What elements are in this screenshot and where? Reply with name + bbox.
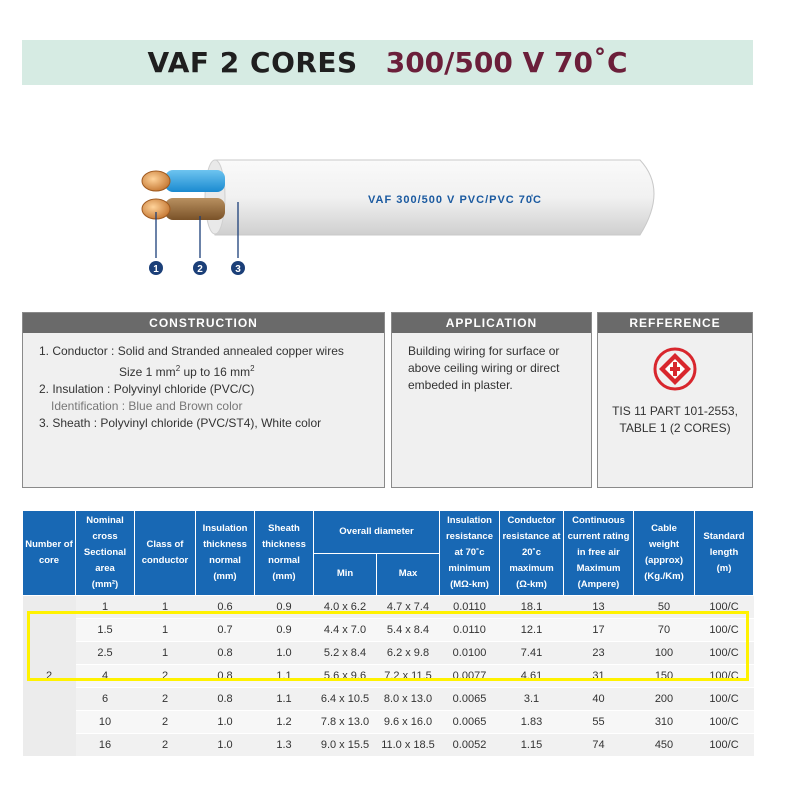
table-row: [23, 619, 754, 642]
table-row: [23, 711, 754, 734]
table-cell: 11.0 x 18.5: [377, 734, 440, 757]
table-cell: 450: [634, 734, 695, 757]
application-panel: [391, 312, 592, 488]
table-cell: 1: [135, 596, 196, 619]
construction-panel: [22, 312, 385, 488]
construction-header: CONSTRUCTION: [23, 313, 384, 333]
application-text: Building wiring for surface or above ceiling wiring or direct embeded in plaster.: [408, 344, 560, 392]
table-cell: 0.0100: [440, 642, 500, 665]
th-sheath-thickness: Sheath thickness normal (mm): [255, 511, 314, 596]
table-cell: 18.1: [500, 596, 564, 619]
table-row: [23, 688, 754, 711]
table-cell: 6.4 x 10.5: [314, 688, 377, 711]
table-cell: 40: [564, 688, 634, 711]
table-cell: 9.0 x 15.5: [314, 734, 377, 757]
table-cell: 0.0110: [440, 596, 500, 619]
table-cell: 17: [564, 619, 634, 642]
table-cell: 100: [634, 642, 695, 665]
table-cell: 100/C: [695, 665, 754, 688]
table-cell: 70: [634, 619, 695, 642]
table-cell: 10: [76, 711, 135, 734]
table-cell: 12.1: [500, 619, 564, 642]
tis-standard-mark-icon: [653, 347, 697, 391]
th-insulation-thickness: Insulation thickness normal (mm): [196, 511, 255, 596]
th-conductor-resistance: Conductor resistance at 20˚c maximum (Ω-km): [500, 511, 564, 596]
brown-insulation: [165, 198, 225, 220]
table-cell: 4: [76, 665, 135, 688]
table-cell: 4.0 x 6.2: [314, 596, 377, 619]
table-cell: 1.1: [255, 688, 314, 711]
reference-header: REFFERENCE: [598, 313, 752, 333]
table-cell: 2: [135, 688, 196, 711]
callout-3: 3: [235, 264, 241, 275]
table-cell: 5.4 x 8.4: [377, 619, 440, 642]
table-cell: 1.3: [255, 734, 314, 757]
table-cell: 100/C: [695, 619, 754, 642]
table-cell: 0.0052: [440, 734, 500, 757]
cable-illustration: [120, 140, 680, 290]
th-insulation-resistance: Insulation resistance at 70˚c minimum (MΩ-km): [440, 511, 500, 596]
application-header: APPLICATION: [392, 313, 591, 333]
table-cell: 100/C: [695, 734, 754, 757]
table-cell: 310: [634, 711, 695, 734]
table-cell: 9.6 x 16.0: [377, 711, 440, 734]
th-nominal-area: Nominal cross Sectional area (mm²): [76, 511, 135, 596]
table-cell: 0.8: [196, 688, 255, 711]
table-cell: 1: [135, 642, 196, 665]
table-cell: 150: [634, 665, 695, 688]
table-cell: 1.0: [255, 642, 314, 665]
table-cell: 2: [135, 665, 196, 688]
table-cell: 0.6: [196, 596, 255, 619]
voltage-rating: 300/500 V 70˚C: [385, 46, 628, 79]
reference-line-2: TABLE 1 (2 CORES): [619, 421, 731, 435]
table-cell: 100/C: [695, 596, 754, 619]
table-cell: 50: [634, 596, 695, 619]
table-row: [23, 596, 754, 619]
table-cell: 8.0 x 13.0: [377, 688, 440, 711]
table-cell: 13: [564, 596, 634, 619]
table-cell: 2: [135, 711, 196, 734]
spec-table: [22, 510, 754, 757]
table-cell: 7.2 x 11.5: [377, 665, 440, 688]
table-cell: 23: [564, 642, 634, 665]
table-cell: 0.8: [196, 665, 255, 688]
table-cell: 0.9: [255, 596, 314, 619]
table-cell: 6.2 x 9.8: [377, 642, 440, 665]
table-cell: 1.0: [196, 734, 255, 757]
th-standard-length: Standard length (m): [695, 511, 754, 596]
construction-line-3: 3. Sheath : Polyvinyl chloride (PVC/ST4), White color: [39, 416, 322, 430]
table-cell: 100/C: [695, 688, 754, 711]
table-cell: 2: [135, 734, 196, 757]
table-cell: 200: [634, 688, 695, 711]
table-cell: 5.6 x 9.6: [314, 665, 377, 688]
title-band: [22, 40, 753, 85]
table-cell: 1.1: [255, 665, 314, 688]
table-cell: 16: [76, 734, 135, 757]
table-cell: 100/C: [695, 711, 754, 734]
table-cell: 2.5: [76, 642, 135, 665]
table-cell: 7.41: [500, 642, 564, 665]
th-min: Min: [314, 553, 377, 596]
table-cell: 31: [564, 665, 634, 688]
blue-insulation: [165, 170, 225, 192]
table-cell: 74: [564, 734, 634, 757]
th-number-of-core: Number of core: [23, 511, 76, 596]
table-cell: 0.0077: [440, 665, 500, 688]
product-title: VAF 2 CORES: [147, 46, 358, 79]
construction-line-2b: Identification : Blue and Brown color: [51, 399, 243, 413]
table-cell: 0.0110: [440, 619, 500, 642]
table-cell: 0.0065: [440, 688, 500, 711]
reference-panel: [597, 312, 753, 488]
callout-1: 1: [153, 264, 159, 275]
reference-line-1: TIS 11 PART 101-2553,: [612, 404, 738, 418]
table-cell: 4.4 x 7.0: [314, 619, 377, 642]
core-count-cell: 2: [23, 596, 76, 757]
conductor-1: [142, 171, 170, 191]
table-cell: 1.83: [500, 711, 564, 734]
construction-line-1b: Size 1 $mm^2$ up to 16 $mm^2$: [119, 364, 255, 379]
table-cell: 0.9: [255, 619, 314, 642]
table-cell: 7.8 x 13.0: [314, 711, 377, 734]
th-current-rating: Continuous current rating in free air Maximum (Ampere): [564, 511, 634, 596]
table-cell: 1: [76, 596, 135, 619]
table-cell: 55: [564, 711, 634, 734]
th-cable-weight: Cable weight (approx) (Kg./Km): [634, 511, 695, 596]
table-row: [23, 734, 754, 757]
construction-line-2: 2. Insulation : Polyvinyl chloride (PVC/C): [39, 382, 255, 396]
table-cell: 1.5: [76, 619, 135, 642]
cable-print-text: VAF 300/500 V PVC/PVC 70̊C: [368, 194, 542, 206]
table-cell: 4.7 x 7.4: [377, 596, 440, 619]
table-cell: 0.0065: [440, 711, 500, 734]
table-cell: 3.1: [500, 688, 564, 711]
table-row: [23, 665, 754, 688]
th-class: Class of conductor: [135, 511, 196, 596]
construction-line-1: 1. Conductor : Solid and Stranded annealed copper wires: [39, 344, 344, 358]
table-cell: 1: [135, 619, 196, 642]
table-cell: 6: [76, 688, 135, 711]
table-cell: 1.0: [196, 711, 255, 734]
table-row: [23, 642, 754, 665]
table-cell: 0.7: [196, 619, 255, 642]
th-overall-diameter: Overall diameter: [314, 511, 440, 554]
table-cell: 5.2 x 8.4: [314, 642, 377, 665]
table-cell: 0.8: [196, 642, 255, 665]
table-cell: 1.2: [255, 711, 314, 734]
callout-2: 2: [197, 264, 203, 275]
th-max: Max: [377, 553, 440, 596]
table-cell: 1.15: [500, 734, 564, 757]
table-cell: 4.61: [500, 665, 564, 688]
table-cell: 100/C: [695, 642, 754, 665]
